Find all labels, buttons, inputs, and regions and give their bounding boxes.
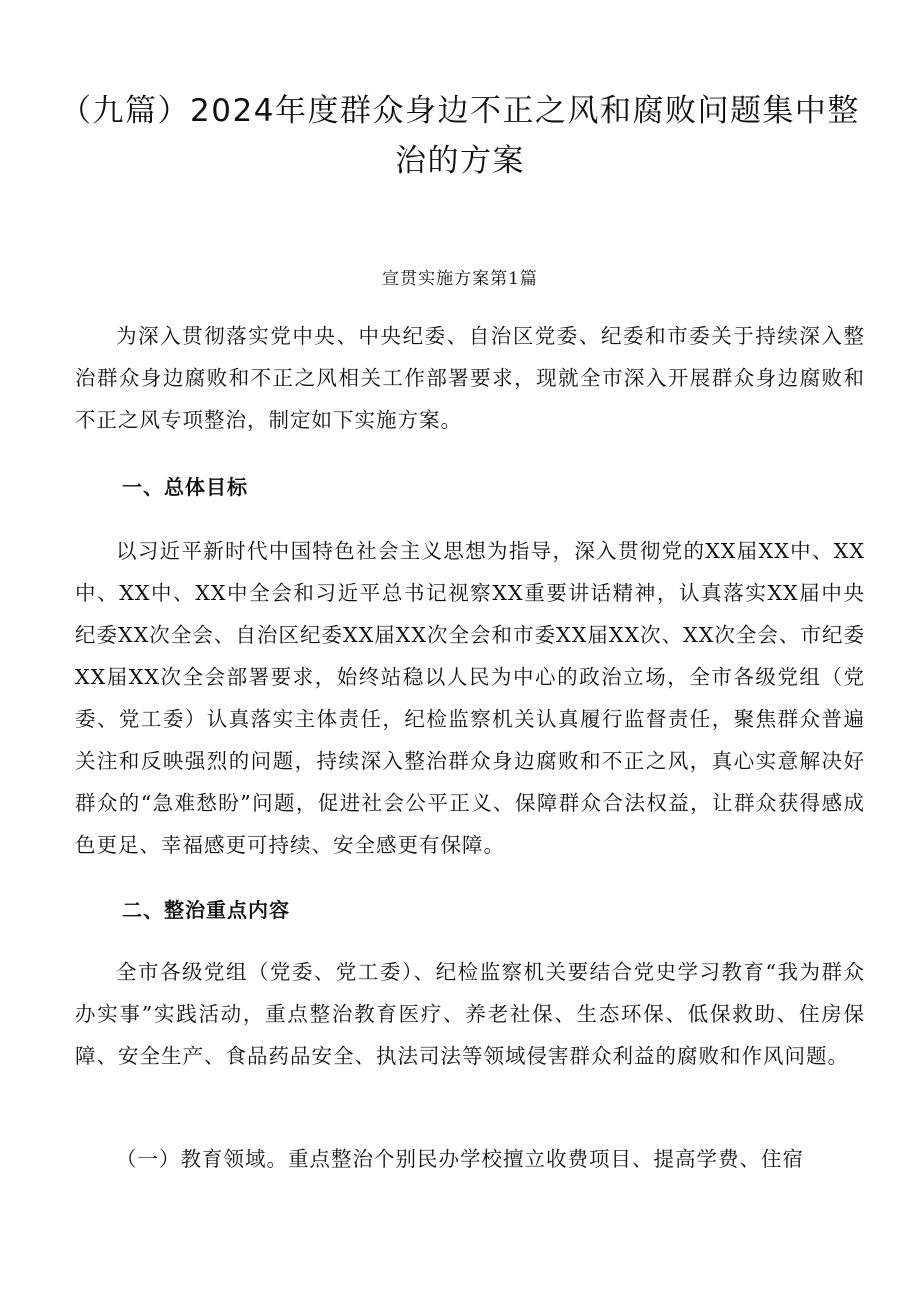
intro-paragraph: 为深入贯彻落实党中央、中央纪委、自治区党委、纪委和市委关于持续深入整治群众身边腐败和不正之风相关工作部署要求，现就全市深入开展群众身边腐败和不正之风专项整治，制定如下实施方案。	[75, 324, 865, 432]
document-title: （九篇）2024年度群众身边不正之风和腐败问题集中整治的方案	[60, 93, 860, 179]
education-item-paragraph: （一）教育领域。重点整治个别民办学校擅立收费项目、提高学费、住宿	[116, 1147, 804, 1171]
section-heading-key-contents: 二、整治重点内容	[122, 898, 290, 922]
overall-goal-paragraph: 以习近平新时代中国特色社会主义思想为指导，深入贯彻党的XX届XX中、XX中、XX中、XX中全会和习近平总书记视察XX重要讲话精神，认真落实XX届中央纪委XX次全会、自治区纪委XX届XX次全会和市委XX届XX次、XX次全会、市纪委XX届XX次全会部署要求，始终站稳以人民为中心的政治立场，全市各级党组（党委、党工委）认真落实主体责任，纪检监察机关认真履行监督责任，聚焦群众普遍关注和反映强烈的问题，持续深入整治群众身边腐败和不正之风，真心实意解决好群众的“急难愁盼”问题，促进社会公平正义、保障群众合法权益，让群众获得感成色更足、幸福感更可持续、安全感更有保障。	[75, 539, 865, 857]
section-heading-overall-goal: 一、总体目标	[122, 475, 248, 499]
document-subtitle: 宣贯实施方案第1篇	[382, 269, 538, 289]
key-contents-paragraph: 全市各级党组（党委、党工委）、纪检监察机关要结合党史学习教育“我为群众办实事”实践活动，重点整治教育医疗、养老社保、生态环保、低保救助、住房保障、安全生产、食品药品安全、执法司法等领域侵害群众利益的腐败和作风问题。	[75, 960, 865, 1068]
